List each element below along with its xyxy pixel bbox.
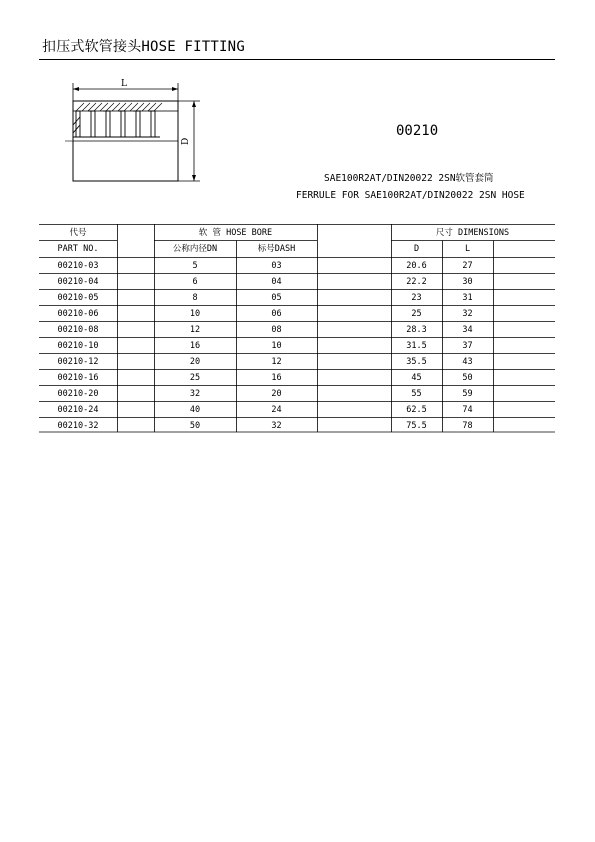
cell-dash: 08	[271, 325, 282, 335]
cell-l: 30	[462, 277, 473, 287]
header-code: 代号	[69, 228, 87, 238]
page-title: 扣压式软管接头HOSE FITTING	[42, 39, 245, 55]
cell-l: 27	[462, 261, 473, 271]
header-dn: 公称内径DN	[172, 244, 218, 254]
cell-dn: 25	[189, 373, 201, 383]
cell-d: 35.5	[406, 357, 427, 367]
cell-dash: 24	[271, 405, 282, 415]
cell-d: 55	[411, 389, 422, 399]
cell-l: 37	[462, 341, 473, 351]
cell-dash: 20	[271, 389, 282, 399]
cell-part-no: 00210-32	[57, 421, 99, 431]
cell-d: 28.3	[406, 325, 427, 335]
cell-d: 45	[411, 373, 422, 383]
cell-l: 34	[462, 325, 473, 335]
ferrule-cross-section-figure	[60, 75, 210, 190]
header-dash: 标号DASH	[257, 244, 296, 254]
cell-part-no: 00210-16	[57, 373, 99, 383]
cell-part-no: 00210-06	[57, 309, 99, 319]
cell-dash: 04	[271, 277, 282, 287]
cell-l: 31	[462, 293, 473, 303]
cell-l: 50	[462, 373, 473, 383]
cell-part-no: 00210-04	[57, 277, 99, 287]
cell-d: 62.5	[406, 405, 427, 415]
cell-dash: 12	[271, 357, 282, 367]
cell-dn: 32	[189, 389, 201, 399]
cell-part-no: 00210-03	[57, 261, 99, 271]
cell-dn: 12	[189, 325, 201, 335]
header-hose-bore: 软 管 HOSE BORE	[198, 228, 273, 238]
cell-dn: 6	[192, 277, 198, 287]
cell-dn: 50	[189, 421, 201, 431]
cell-dn: 20	[189, 357, 201, 367]
cell-dn: 8	[192, 293, 198, 303]
cell-dn: 5	[192, 261, 198, 271]
cell-d: 20.6	[406, 261, 427, 271]
cell-dn: 16	[189, 341, 201, 351]
cell-part-no: 00210-24	[57, 405, 99, 415]
header-part-no: PART NO.	[57, 244, 99, 254]
cell-dash: 16	[271, 373, 282, 383]
cell-dn: 10	[189, 309, 201, 319]
cell-dash: 05	[271, 293, 282, 303]
spec-table	[39, 224, 555, 434]
product-subtitle-chinese: SAE100R2AT/DIN20022 2SN软管套筒	[324, 173, 494, 184]
cell-d: 25	[411, 309, 422, 319]
diameter-dimension-label: D	[181, 137, 191, 145]
cell-part-no: 00210-20	[57, 389, 99, 399]
cell-l: 32	[462, 309, 473, 319]
cell-part-no: 00210-08	[57, 325, 99, 335]
cell-part-no: 00210-10	[57, 341, 99, 351]
cell-part-no: 00210-05	[57, 293, 99, 303]
cell-dash: 06	[271, 309, 282, 319]
cell-l: 74	[462, 405, 473, 415]
length-dimension-label: L	[121, 79, 127, 89]
cell-dash: 03	[271, 261, 282, 271]
cell-d: 22.2	[406, 277, 427, 287]
cell-dash: 10	[271, 341, 282, 351]
header-dimensions: 尺寸 DIMENSIONS	[435, 228, 510, 238]
cell-l: 43	[462, 357, 473, 367]
cell-l: 78	[462, 421, 473, 431]
cell-dn: 40	[189, 405, 201, 415]
cell-l: 59	[462, 389, 473, 399]
ferrule-drawing	[60, 75, 210, 190]
cell-part-no: 00210-12	[57, 357, 99, 367]
header-d: D	[413, 244, 420, 254]
cell-d: 75.5	[406, 421, 427, 431]
cell-d: 23	[411, 293, 422, 303]
header-divider	[39, 59, 555, 60]
cell-d: 31.5	[406, 341, 427, 351]
product-code: 00210	[396, 123, 439, 139]
product-subtitle-english: FERRULE FOR SAE100R2AT/DIN20022 2SN HOSE	[296, 190, 525, 201]
header-l: L	[464, 244, 471, 254]
cell-dash: 32	[271, 421, 282, 431]
